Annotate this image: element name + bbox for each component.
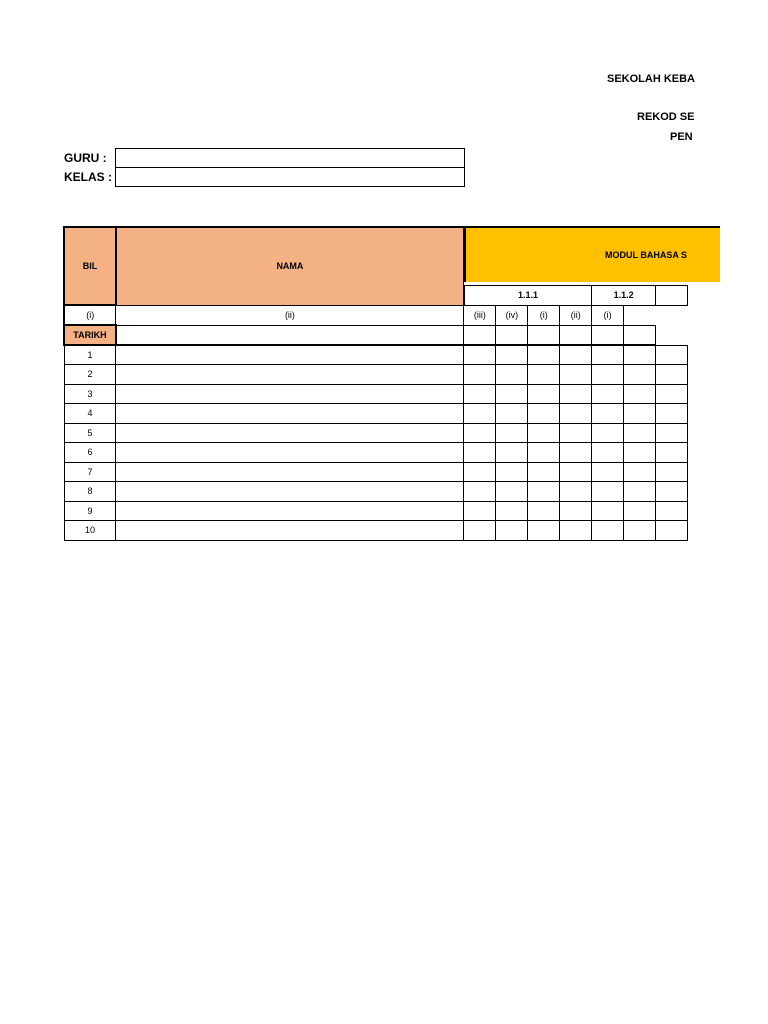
mark-cell[interactable] bbox=[592, 482, 624, 502]
guru-label: GURU : bbox=[64, 151, 107, 165]
mark-cell[interactable] bbox=[560, 365, 592, 385]
mark-cell[interactable] bbox=[560, 501, 592, 521]
date-cell[interactable] bbox=[592, 325, 624, 345]
group-1-1-2: 1.1.2 bbox=[592, 285, 656, 305]
mark-cell[interactable] bbox=[656, 345, 688, 365]
student-name-cell[interactable] bbox=[116, 345, 464, 365]
date-cell[interactable] bbox=[560, 325, 592, 345]
mark-cell[interactable] bbox=[560, 443, 592, 463]
mark-cell[interactable] bbox=[592, 345, 624, 365]
mark-cell[interactable] bbox=[656, 365, 688, 385]
mark-cell[interactable] bbox=[464, 462, 496, 482]
mark-cell[interactable] bbox=[656, 501, 688, 521]
mark-cell[interactable] bbox=[592, 365, 624, 385]
student-name-cell[interactable] bbox=[116, 384, 464, 404]
mark-cell[interactable] bbox=[528, 345, 560, 365]
student-name-cell[interactable] bbox=[116, 521, 464, 541]
mark-cell[interactable] bbox=[528, 423, 560, 443]
mark-cell[interactable] bbox=[656, 462, 688, 482]
row-number: 9 bbox=[64, 501, 116, 521]
table-row bbox=[64, 384, 688, 404]
mark-cell[interactable] bbox=[464, 521, 496, 541]
date-cell[interactable] bbox=[528, 325, 560, 345]
mark-cell[interactable] bbox=[656, 521, 688, 541]
mark-cell[interactable] bbox=[560, 345, 592, 365]
table-row bbox=[64, 423, 688, 443]
mark-cell[interactable] bbox=[464, 501, 496, 521]
mark-cell[interactable] bbox=[464, 404, 496, 424]
table-row bbox=[64, 501, 688, 521]
mark-cell[interactable] bbox=[560, 462, 592, 482]
mark-cell[interactable] bbox=[496, 423, 528, 443]
mark-cell[interactable] bbox=[656, 482, 688, 502]
row-number: 6 bbox=[64, 443, 116, 463]
mark-cell[interactable] bbox=[624, 404, 656, 424]
tarikh-label: TARIKH bbox=[64, 325, 116, 345]
subcol-header: (iii) bbox=[464, 305, 496, 325]
mark-cell[interactable] bbox=[624, 482, 656, 502]
mark-cell[interactable] bbox=[560, 384, 592, 404]
subcol-header: (i) bbox=[592, 305, 624, 325]
date-cell[interactable] bbox=[624, 325, 656, 345]
mark-cell[interactable] bbox=[560, 521, 592, 541]
mark-cell[interactable] bbox=[528, 482, 560, 502]
row-number: 10 bbox=[64, 521, 116, 541]
mark-cell[interactable] bbox=[496, 501, 528, 521]
row-number: 2 bbox=[64, 365, 116, 385]
mark-cell[interactable] bbox=[592, 462, 624, 482]
mark-cell[interactable] bbox=[528, 365, 560, 385]
mark-cell[interactable] bbox=[464, 443, 496, 463]
date-cell[interactable] bbox=[116, 325, 464, 345]
mark-cell[interactable] bbox=[624, 521, 656, 541]
table-row bbox=[64, 443, 688, 463]
row-number: 1 bbox=[64, 345, 116, 365]
mark-cell[interactable] bbox=[528, 521, 560, 541]
mark-cell[interactable] bbox=[528, 462, 560, 482]
mark-cell[interactable] bbox=[624, 384, 656, 404]
modul-header: MODUL BAHASA S bbox=[464, 226, 720, 282]
date-cell[interactable] bbox=[464, 325, 496, 345]
table-row bbox=[64, 404, 688, 424]
student-name-cell[interactable] bbox=[116, 501, 464, 521]
row-number: 3 bbox=[64, 384, 116, 404]
kelas-field[interactable] bbox=[115, 167, 465, 187]
mark-cell[interactable] bbox=[496, 521, 528, 541]
nama-header: NAMA bbox=[116, 227, 464, 305]
mark-cell[interactable] bbox=[528, 501, 560, 521]
mark-cell[interactable] bbox=[528, 404, 560, 424]
table-row bbox=[64, 365, 688, 385]
row-number: 7 bbox=[64, 462, 116, 482]
mark-cell[interactable] bbox=[592, 501, 624, 521]
mark-cell[interactable] bbox=[624, 365, 656, 385]
mark-cell[interactable] bbox=[592, 404, 624, 424]
mark-cell[interactable] bbox=[624, 501, 656, 521]
group-next bbox=[656, 285, 688, 305]
table-row bbox=[64, 462, 688, 482]
mark-cell[interactable] bbox=[624, 443, 656, 463]
mark-cell[interactable] bbox=[464, 482, 496, 502]
group-1-1-1: 1.1.1 bbox=[464, 285, 592, 305]
mark-cell[interactable] bbox=[528, 384, 560, 404]
mark-cell[interactable] bbox=[656, 443, 688, 463]
table-row bbox=[64, 345, 688, 365]
record-title: REKOD SE bbox=[637, 111, 695, 123]
subcol-header: (ii) bbox=[116, 305, 464, 325]
row-number: 5 bbox=[64, 423, 116, 443]
guru-field[interactable] bbox=[115, 148, 465, 168]
table-row bbox=[64, 521, 688, 541]
mark-cell[interactable] bbox=[560, 482, 592, 502]
mark-cell[interactable] bbox=[496, 365, 528, 385]
row-number: 4 bbox=[64, 404, 116, 424]
school-title: SEKOLAH KEBA bbox=[607, 73, 696, 85]
mark-cell[interactable] bbox=[496, 404, 528, 424]
row-number: 8 bbox=[64, 482, 116, 502]
pen-title: PEN bbox=[670, 131, 693, 143]
student-name-cell[interactable] bbox=[116, 443, 464, 463]
mark-cell[interactable] bbox=[592, 423, 624, 443]
bil-header: BIL bbox=[64, 227, 116, 305]
mark-cell[interactable] bbox=[624, 423, 656, 443]
mark-cell[interactable] bbox=[496, 345, 528, 365]
mark-cell[interactable] bbox=[496, 462, 528, 482]
mark-cell[interactable] bbox=[592, 521, 624, 541]
mark-cell[interactable] bbox=[560, 404, 592, 424]
table-row bbox=[64, 482, 688, 502]
mark-cell[interactable] bbox=[624, 462, 656, 482]
date-cell[interactable] bbox=[496, 325, 528, 345]
mark-cell[interactable] bbox=[496, 482, 528, 502]
subcol-header: (i) bbox=[64, 305, 116, 325]
mark-cell[interactable] bbox=[496, 443, 528, 463]
subcol-header: (i) bbox=[528, 305, 560, 325]
mark-cell[interactable] bbox=[464, 384, 496, 404]
mark-cell[interactable] bbox=[496, 384, 528, 404]
kelas-label: KELAS : bbox=[64, 170, 112, 184]
mark-cell[interactable] bbox=[656, 384, 688, 404]
mark-cell[interactable] bbox=[464, 423, 496, 443]
mark-cell[interactable] bbox=[560, 423, 592, 443]
student-name-cell[interactable] bbox=[116, 482, 464, 502]
mark-cell[interactable] bbox=[656, 404, 688, 424]
student-name-cell[interactable] bbox=[116, 404, 464, 424]
mark-cell[interactable] bbox=[592, 443, 624, 463]
mark-cell[interactable] bbox=[656, 423, 688, 443]
mark-cell[interactable] bbox=[464, 345, 496, 365]
student-name-cell[interactable] bbox=[116, 462, 464, 482]
subcol-header: (ii) bbox=[560, 305, 592, 325]
student-name-cell[interactable] bbox=[116, 365, 464, 385]
mark-cell[interactable] bbox=[592, 384, 624, 404]
mark-cell[interactable] bbox=[624, 345, 656, 365]
mark-cell[interactable] bbox=[464, 365, 496, 385]
subcol-header: (iv) bbox=[496, 305, 528, 325]
mark-cell[interactable] bbox=[528, 443, 560, 463]
student-name-cell[interactable] bbox=[116, 423, 464, 443]
